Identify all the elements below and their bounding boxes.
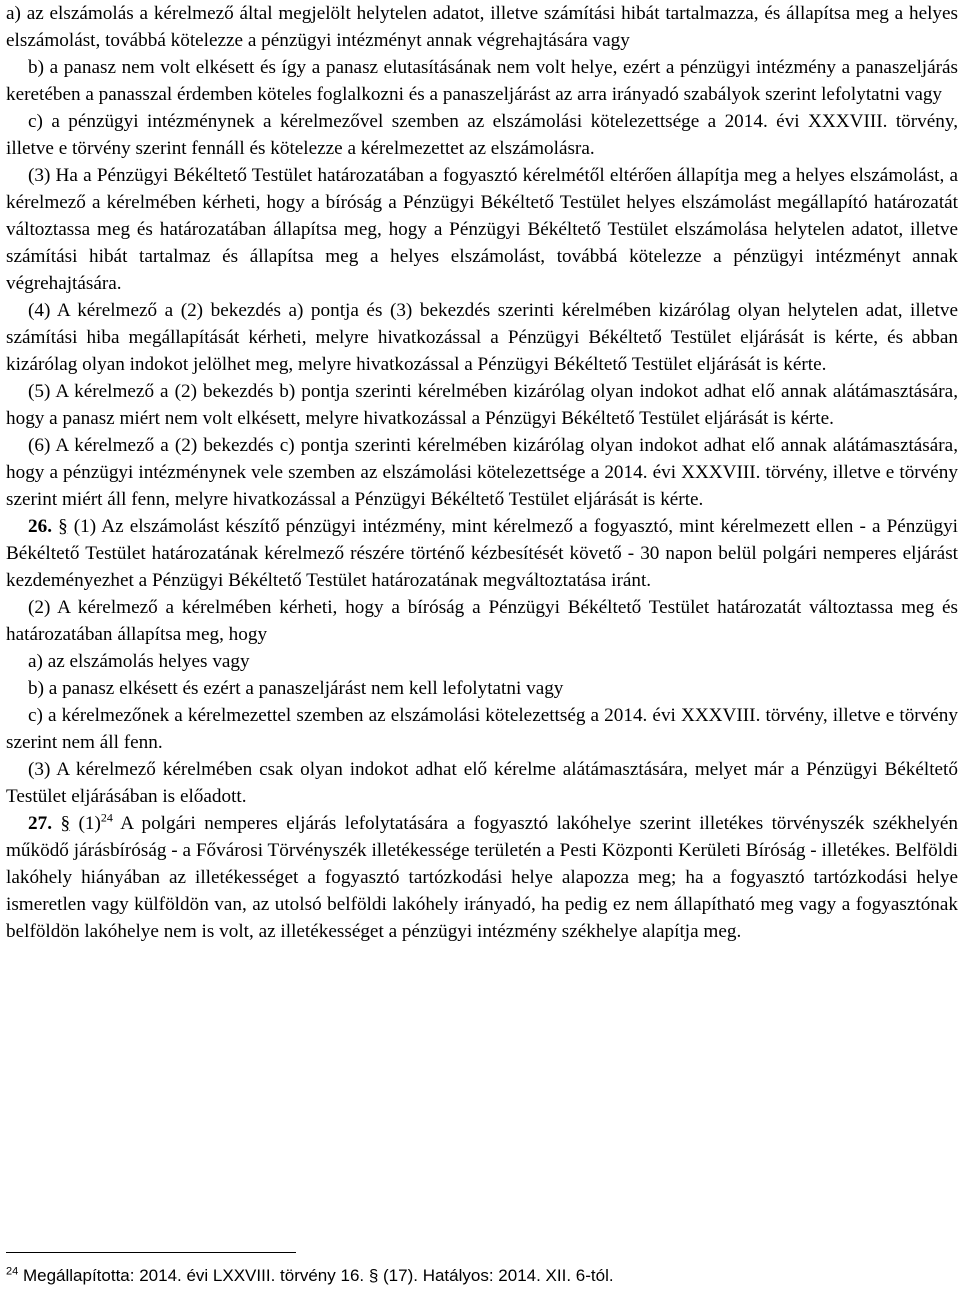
paragraph-a: a) az elszámolás a kérelmező által megjelölt helytelen adatot, illetve számítási hibát tartalmazza, és állapítsa meg a helyes elszámolást, továbbá kötelezze a pénzügyi intézményt annak végrehajtására vagy <box>6 3 958 51</box>
paragraph-26-3: (3) A kérelmező kérelmében csak olyan indokot adhat elő kérelme alátámasztására, melyet már a Pénzügyi Békéltető Testület eljárásában is előadott. <box>6 759 958 807</box>
section-27-mark: § <box>60 813 71 834</box>
paragraph-26-2c: c) a kérelmezőnek a kérelmezettel szemben az elszámolási kötelezettség a 2014. évi XXXVIII. törvény, illetve e törvény szerint nem áll fenn. <box>6 705 958 753</box>
paragraph-c: c) a pénzügyi intézménynek a kérelmezővel szemben az elszámolási kötelezettsége a 2014. évi XXXVIII. törvény, illetve e törvény szerint fennáll és kötelezze a kérelmezettet az elszámolásra. <box>6 111 958 159</box>
footnote-text: Megállapította: 2014. évi LXXVIII. törvény 16. § (17). Hatályos: 2014. XII. 6-tól. <box>18 1266 614 1285</box>
paragraph-3: (3) Ha a Pénzügyi Békéltető Testület határozatában a fogyasztó kérelmétől eltérően állapítja meg a helyes elszámolást, a kérelmező a kérelmében kérheti, hogy a bíróság a Pénzügyi Békéltető Testület helyes elszámolást megállapító határozatát változtassa meg és határozatában állapítsa meg, hogy a Pénzügyi Békéltető Testület elszámolása helytelen adatot, illetve számítási hibát tartalmaz és állapítsa meg a helyes elszámolást, továbbá kötelezze a pénzügyi intézményt annak végrehajtására. <box>6 165 958 294</box>
section-26-number: 26. <box>28 516 52 537</box>
paragraph-b: b) a panasz nem volt elkésett és így a panasz elutasításának nem volt helye, ezért a pénzügyi intézmény a panaszeljárás keretében a panasszal érdemben köteles foglalkozni és a panaszeljárást az arra irányadó szabályok szerint lefolytatni vagy <box>6 57 958 105</box>
footnote-number: 24 <box>6 1265 19 1278</box>
section-26 <box>6 513 958 594</box>
paragraph-4: (4) A kérelmező a (2) bekezdés a) pontja és (3) bekezdés szerinti kérelmében kizárólag olyan helytelen adat, illetve számítási hiba megállapítását kérheti, melyre hivatkozással a Pénzügyi Békéltető Testület eljárását is kérte, és abban kizárólag olyan indokot jelölhet meg, melyre hivatkozással a Pénzügyi Békéltető Testület eljárását is kérte. <box>6 300 958 375</box>
paragraph-26-2: (2) A kérelmező a kérelmében kérheti, hogy a bíróság a Pénzügyi Békéltető Testület határozatát változtassa meg és határozatában állapítsa meg, hogy <box>6 597 958 645</box>
paragraph-26-2a: a) az elszámolás helyes vagy <box>28 651 250 672</box>
document-page <box>6 0 958 945</box>
section-27 <box>6 810 958 945</box>
section-26-mark: § <box>58 516 68 537</box>
section-27-lead: (1) <box>78 813 101 834</box>
paragraph-5: (5) A kérelmező a (2) bekezdés b) pontja szerinti kérelmében kizárólag olyan indokot adhat elő annak alátámasztására, hogy a panasz miért nem volt elkésett, melyre hivatkozással a Pénzügyi Békéltető Testület eljárását is kérte. <box>6 381 958 429</box>
paragraph-26-2b: b) a panasz elkésett és ezért a panaszeljárást nem kell lefolytatni vagy <box>28 678 564 699</box>
footnote-divider <box>6 1252 296 1253</box>
section-26-text: (1) Az elszámolást készítő pénzügyi intézmény, mint kérelmező a fogyasztó, mint kérelmezett ellen - a Pénzügyi Békéltető Testület határozatának kérelmező részére történő kézbesítését követő - 30 napon belül polgári nemperes eljárást kezdeményezhet a Pénzügyi Békéltető Testület határozatának megváltoztatása iránt. <box>6 516 958 591</box>
section-27-text: A polgári nemperes eljárás lefolytatására a fogyasztó lakóhelye szerint illetékes törvényszék székhelyén működő járásbíróság - a Fővárosi Törvényszék illetékessége területén a Pesti Központi Kerületi Bíróság - illetékes. Belföldi lakóhely hiányában az illetékességet a fogyasztó tartózkodási helye alapozza meg; ha a fogyasztó tartózkodási helye ismeretlen vagy külföldön van, az utolsó belföldi lakóhely irányadó, ha pedig ez nem állapítható meg vagy a fogyasztónak belföldön lakóhelye nem is volt, az illetékességet a pénzügyi intézmény székhelye alapítja meg. <box>6 813 958 942</box>
footnote <box>6 1264 946 1288</box>
footnote-reference[interactable]: 24 <box>100 810 113 825</box>
section-27-number: 27. <box>28 813 52 834</box>
paragraph-6: (6) A kérelmező a (2) bekezdés c) pontja szerinti kérelmében kizárólag olyan indokot adhat elő annak alátámasztására, hogy a pénzügyi intézménynek vele szemben az elszámolási kötelezettsége a 2014. évi XXXVIII. törvény, illetve e törvény szerint miért áll fenn, melyre hivatkozással a Pénzügyi Békéltető Testület eljárását is kérte. <box>6 435 958 510</box>
